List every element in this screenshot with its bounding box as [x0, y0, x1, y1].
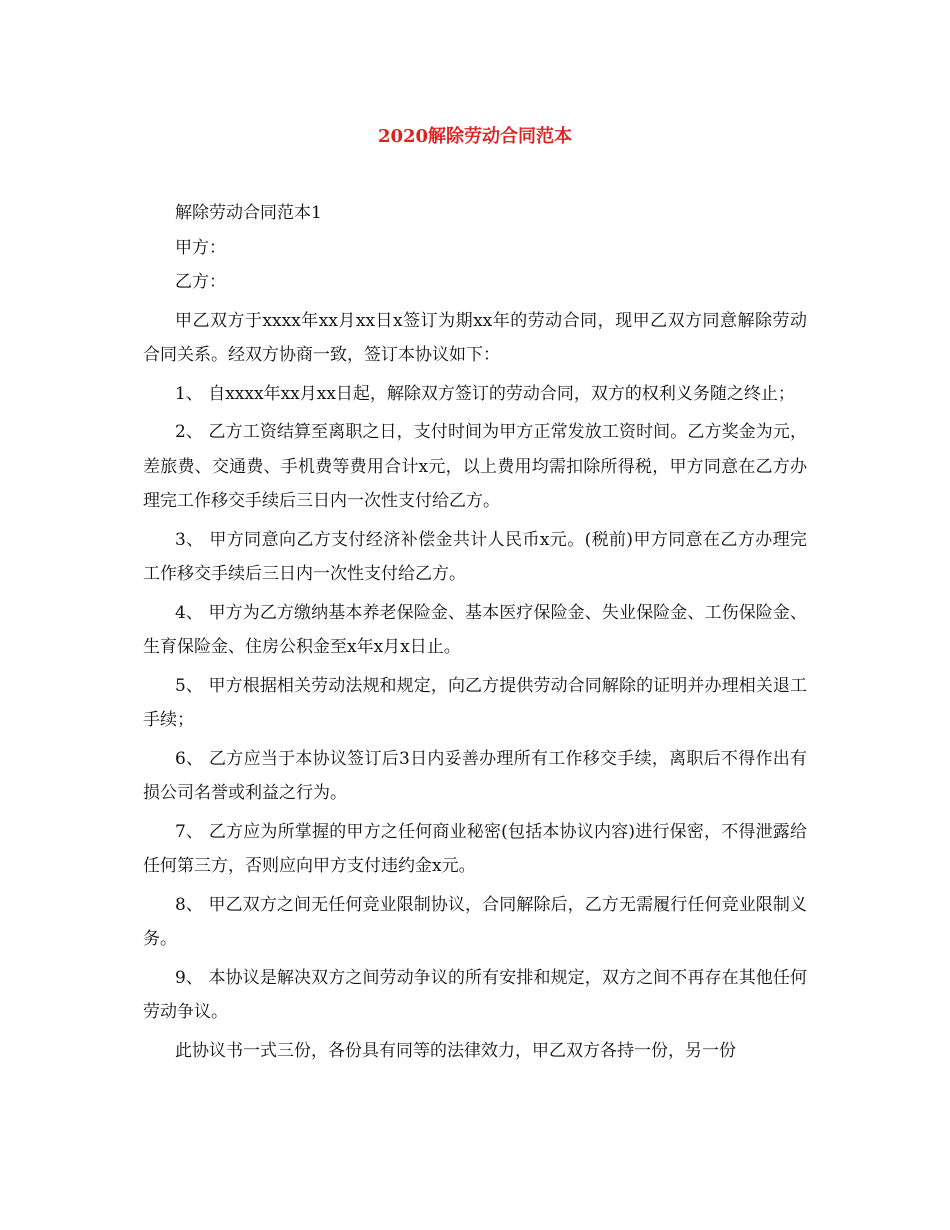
clause-3: 3、 甲方同意向乙方支付经济补偿金共计人民币x元。(税前)甲方同意在乙方办理完工作移交手续后三日内一次性支付给乙方。	[143, 529, 807, 584]
party-b-line: 乙方：	[175, 272, 226, 292]
section-heading: 解除劳动合同范本1	[175, 203, 322, 223]
clause-1: 1、 自xxxx年xx月xx日起，解除双方签订的劳动合同，双方的权利义务随之终止；	[175, 383, 795, 404]
intro-paragraph: 甲乙双方于xxxx年xx月xx日x签订为期xx年的劳动合同，现甲乙双方同意解除劳动合同关系。经双方协商一致，签订本协议如下：	[143, 310, 807, 365]
clause-2: 2、 乙方工资结算至离职之日，支付时间为甲方正常发放工资时间。乙方奖金为元，差旅费、交通费、手机费等费用合计x元，以上费用均需扣除所得税，甲方同意在乙方办理完工作移交手续后三日内一次性支付给乙方。	[143, 422, 807, 511]
document-title: 2020解除劳动合同范本	[377, 126, 573, 147]
clause-5: 5、 甲方根据相关劳动法规和规定，向乙方提供劳动合同解除的证明并办理相关退工手续；	[143, 675, 807, 730]
closing-paragraph: 此协议书一式三份，各份具有同等的法律效力，甲乙双方各持一份，另一份	[175, 1040, 736, 1061]
clause-7: 7、 乙方应为所掌握的甲方之任何商业秘密(包括本协议内容)进行保密，不得泄露给任何第三方，否则应向甲方支付违约金x元。	[143, 821, 807, 876]
party-a-line: 甲方：	[175, 237, 226, 258]
clause-8: 8、 甲乙双方之间无任何竞业限制协议，合同解除后，乙方无需履行任何竞业限制义务。	[143, 894, 807, 949]
clause-6: 6、 乙方应当于本协议签订后3日内妥善办理所有工作移交手续，离职后不得作出有损公司名誉或利益之行为。	[143, 748, 807, 803]
document-body	[143, 196, 807, 1072]
clause-9: 9、 本协议是解决双方之间劳动争议的所有安排和规定，双方之间不再存在其他任何劳动争议。	[143, 967, 807, 1022]
clause-4: 4、 甲方为乙方缴纳基本养老保险金、基本医疗保险金、失业保险金、工伤保险金、生育保险金、住房公积金至x年x月x日止。	[143, 602, 807, 657]
